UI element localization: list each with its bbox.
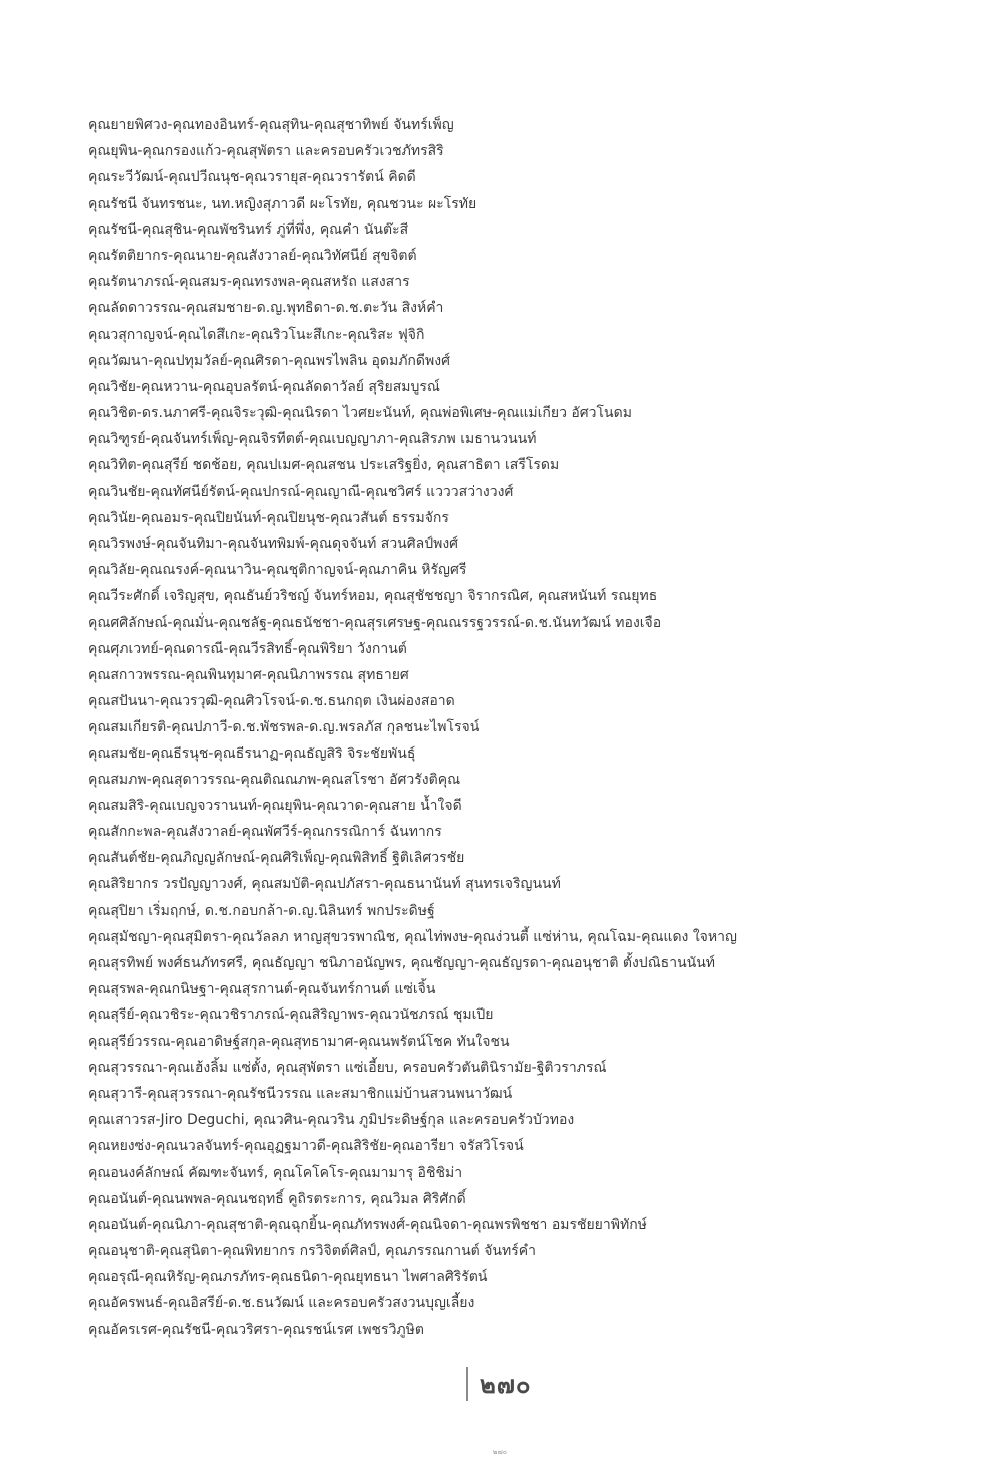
name-line: คุณสิริยากร วรปัญญาวงศ์, คุณสมบัติ-คุณปภัสรา-คุณธนานันท์ สุนทรเจริญนนท์ <box>88 876 561 893</box>
name-line: คุณอนันต์-คุณนพพล-คุณนชฤทธิ์ คูถิรตระการ, คุณวิมล ศิริศักดิ์ <box>88 1190 466 1207</box>
name-line: คุณอนงค์ลักษณ์ คัฒฑะจันทร์, คุณโคโคโร-คุณมามารุ อิชิชิม่า <box>88 1164 463 1181</box>
name-line: คุณหยงซ่ง-คุณนวลจันทร์-คุณอุฏฐมาวดี-คุณสิริชัย-คุณอารียา จรัสวิโรจน์ <box>88 1138 524 1155</box>
name-line: คุณวิลัย-คุณณรงค์-คุณนาวิน-คุณชุติกาญจน์-คุณภาคิน หิรัญศรี <box>88 562 467 579</box>
page-number: ๒๗๐ <box>480 1370 532 1399</box>
name-line: คุณสุวรรณา-คุณเฮ้งลิ้ม แซ่ตั้ง, คุณสุพัตรา แซ่เอี้ยบ, ครอบครัวตันตินิรามัย-ฐิติวราภรณ์ <box>88 1059 607 1076</box>
name-line: คุณสุวารี-คุณสุวรรณา-คุณรัชนีวรรณ และสมาชิกแม่บ้านสวนพนาวัฒน์ <box>88 1085 513 1102</box>
name-line: คุณวัฒนา-คุณปทุมวัลย์-คุณศิรดา-คุณพรไพลิน อุดมภักดีพงศ์ <box>88 352 450 369</box>
name-line: คุณรัชนี-คุณสุชิน-คุณพัชรินทร์ ภู่ที่พึ่ง, คุณคำ นันต๊ะสี <box>88 221 409 238</box>
name-line: คุณอนันต์-คุณนิภา-คุณสุชาติ-คุณฉุกยิ้น-คุณภัทรพงศ์-คุณนิจดา-คุณพรพิชชา อมรชัยยาพิทักษ์ <box>88 1216 647 1233</box>
name-line: คุณวีระศักดิ์ เจริญสุข, คุณธันย์วริชญ์ จันทร์หอม, คุณสุชัชชญา จิรากรณิศ, คุณสหนันท์ รณยุทธ <box>88 588 658 605</box>
name-line: คุณสมภพ-คุณสุดาวรรณ-คุณติณณภพ-คุณสโรชา อัศวรังติคุณ <box>88 771 461 788</box>
name-line: คุณสุปิยา เริ่มฤกษ์, ด.ช.กอบกล้า-ด.ญ.นิลินทร์ พกประดิษฐ์ <box>88 902 435 919</box>
name-line: คุณรัชนี จันทรชนะ, นท.หญิงสุภาวดี ผะโรทัย, คุณชวนะ ผะโรทัย <box>88 195 477 212</box>
name-line: คุณรัตนาภรณ์-คุณสมร-คุณทรงพล-คุณสหรัถ แสงสาร <box>88 274 410 291</box>
footer-page-number: ๒๗๐ <box>492 1448 508 1456</box>
name-line: คุณสักกะพล-คุณสังวาลย์-คุณพัศวีร์-คุณกรรณิการ์ ฉันทากร <box>88 824 442 841</box>
donor-name-list <box>88 112 948 1343</box>
name-line: คุณระวีวัฒน์-คุณปวีณนุช-คุณวรายุส-คุณวรารัตน์ คิดดี <box>88 169 416 186</box>
name-line: คุณสุรีย์-คุณวชิระ-คุณวชิราภรณ์-คุณสิริญาพร-คุณวนัชภรณ์ ชุมเปีย <box>88 1007 494 1024</box>
name-line: คุณสมชัย-คุณธีรนุช-คุณธีรนาฏ-คุณธัญสิริ จิระชัยพันธุ์ <box>88 745 416 762</box>
name-line: คุณอรุณี-คุณหิรัญ-คุณภรภัทร-คุณธนิดา-คุณยุทธนา ไพศาลศิริรัตน์ <box>88 1269 488 1286</box>
name-line: คุณสกาวพรรณ-คุณพินทุมาศ-คุณนิภาพรรณ สุทธายศ <box>88 666 409 683</box>
name-line: คุณวิทิต-คุณสุรีย์ ชดช้อย, คุณปเมศ-คุณสชน ประเสริฐยิ่ง, คุณสาธิตา เสรีโรดม <box>88 457 560 474</box>
name-line: คุณอนุชาติ-คุณสุนิตา-คุณพิทยากร กรวิจิตต์ศิลป์, คุณภรรณกานต์ จันทร์คำ <box>88 1243 536 1260</box>
name-line: คุณสันต์ชัย-คุณภิญญลักษณ์-คุณศิริเพ็ญ-คุณพิสิทธิ์ ฐิติเลิศวรชัย <box>88 850 465 867</box>
name-line: คุณวิชิต-ดร.นภาศรี-คุณจิระวุฒิ-คุณนิรดา ไวศยะนันท์, คุณพ่อพิเศษ-คุณแม่เกียว อัศวโนดม <box>88 405 632 422</box>
name-line: คุณสมสิริ-คุณเบญจวรานนท์-คุณยุพิน-คุณวาด-คุณสาย น้ำใจดี <box>88 797 462 814</box>
name-line: คุณวิฑูรย์-คุณจันทร์เพ็ญ-คุณจิรทีตต์-คุณเบญญาภา-คุณสิรภพ เมธานวนนท์ <box>88 431 537 448</box>
name-line: คุณอัครพนธ์-คุณอิสรีย์-ด.ช.ธนวัฒน์ และครอบครัวสงวนบุญเลี้ยง <box>88 1295 475 1312</box>
page-number-divider <box>466 1367 468 1401</box>
name-line: คุณยายพิศวง-คุณทองอินทร์-คุณสุทิน-คุณสุชาทิพย์ จันทร์เพ็ญ <box>88 117 454 133</box>
name-line: คุณสุมัชญา-คุณสุมิตรา-คุณวัลลภ หาญสุขวรพาณิช, คุณไท่พงษ-คุณง่วนตี้ แซ่ห่าน, คุณโฉม-คุณแดง ใจหาญ <box>88 928 737 945</box>
name-line: คุณสุรพล-คุณกนิษฐา-คุณสุรกานต์-คุณจันทร์กานต์ แซ่เจิ้น <box>88 981 436 998</box>
name-line: คุณยุพิน-คุณกรองแก้ว-คุณสุพัตรา และครอบครัวเวชภัทรสิริ <box>88 143 444 160</box>
page-number-area <box>466 1366 532 1402</box>
name-line: คุณอัครเรศ-คุณรัชนี-คุณวริศรา-คุณรชน์เรศ เพชรวิภูษิต <box>88 1321 424 1338</box>
name-line: คุณสมเกียรติ-คุณปภาวี-ด.ช.พัชรพล-ด.ญ.พรลภัส กุลชนะไพโรจน์ <box>88 719 480 736</box>
name-line: คุณศุภเวทย์-คุณดารณี-คุณวีรสิทธิ์-คุณพิริยา วังกานต์ <box>88 640 407 657</box>
name-line: คุณวินชัย-คุณทัศนีย์รัตน์-คุณปกรณ์-คุณญาณี-คุณชวิศร์ แวววสว่างวงศ์ <box>88 483 514 500</box>
name-line: คุณรัตติยากร-คุณนาย-คุณสังวาลย์-คุณวิทัศนีย์ สุขจิตต์ <box>88 247 417 264</box>
name-line: คุณลัดดาวรรณ-คุณสมชาย-ด.ญ.พุทธิดา-ด.ช.ตะวัน สิงห์คำ <box>88 300 444 317</box>
name-line: คุณสุรทิพย์ พงศ์ธนภัทรศรี, คุณธัญญา ชนิภาอนัญพร, คุณชัญญา-คุณธัญรดา-คุณอนุชาติ ตั้งปณิธานนันท์ <box>88 955 716 971</box>
name-line: คุณวินัย-คุณอมร-คุณปิยนันท์-คุณปิยนุช-คุณวสันต์ ธรรมจักร <box>88 509 449 526</box>
name-line: คุณเสาวรส-Jiro Deguchi, คุณวศิน-คุณวริน ภูมิประดิษฐ์กุล และครอบครัวบัวทอง <box>88 1112 575 1129</box>
name-line: คุณวิรพงษ์-คุณจันทิมา-คุณจันทพิมพ์-คุณดุจจันท์ สวนศิลป์พงศ์ <box>88 536 459 552</box>
name-line: คุณวสุกาญจน์-คุณไดสึเกะ-คุณริวโนะสึเกะ-คุณริสะ ฟุจิกิ <box>88 326 425 343</box>
name-line: คุณสุรีย์วรรณ-คุณอาดิษฐ์สกุล-คุณสุทธามาศ-คุณนพรัตน์โชค ทันใจชน <box>88 1033 510 1050</box>
name-line: คุณสปันนา-คุณวรวุฒิ-คุณศิวโรจน์-ด.ช.ธนกฤต เงินผ่องสอาด <box>88 693 455 710</box>
name-line: คุณศศิลักษณ์-คุณมั่น-คุณชลัฐ-คุณธนัชชา-คุณสุรเศรษฐ-คุณณรรฐวรรณ์-ด.ช.นันทวัฒน์ ทองเจือ <box>88 614 662 631</box>
name-line: คุณวิชัย-คุณหวาน-คุณอุบลรัตน์-คุณลัดดาวัลย์ สุริยสมบูรณ์ <box>88 378 440 395</box>
